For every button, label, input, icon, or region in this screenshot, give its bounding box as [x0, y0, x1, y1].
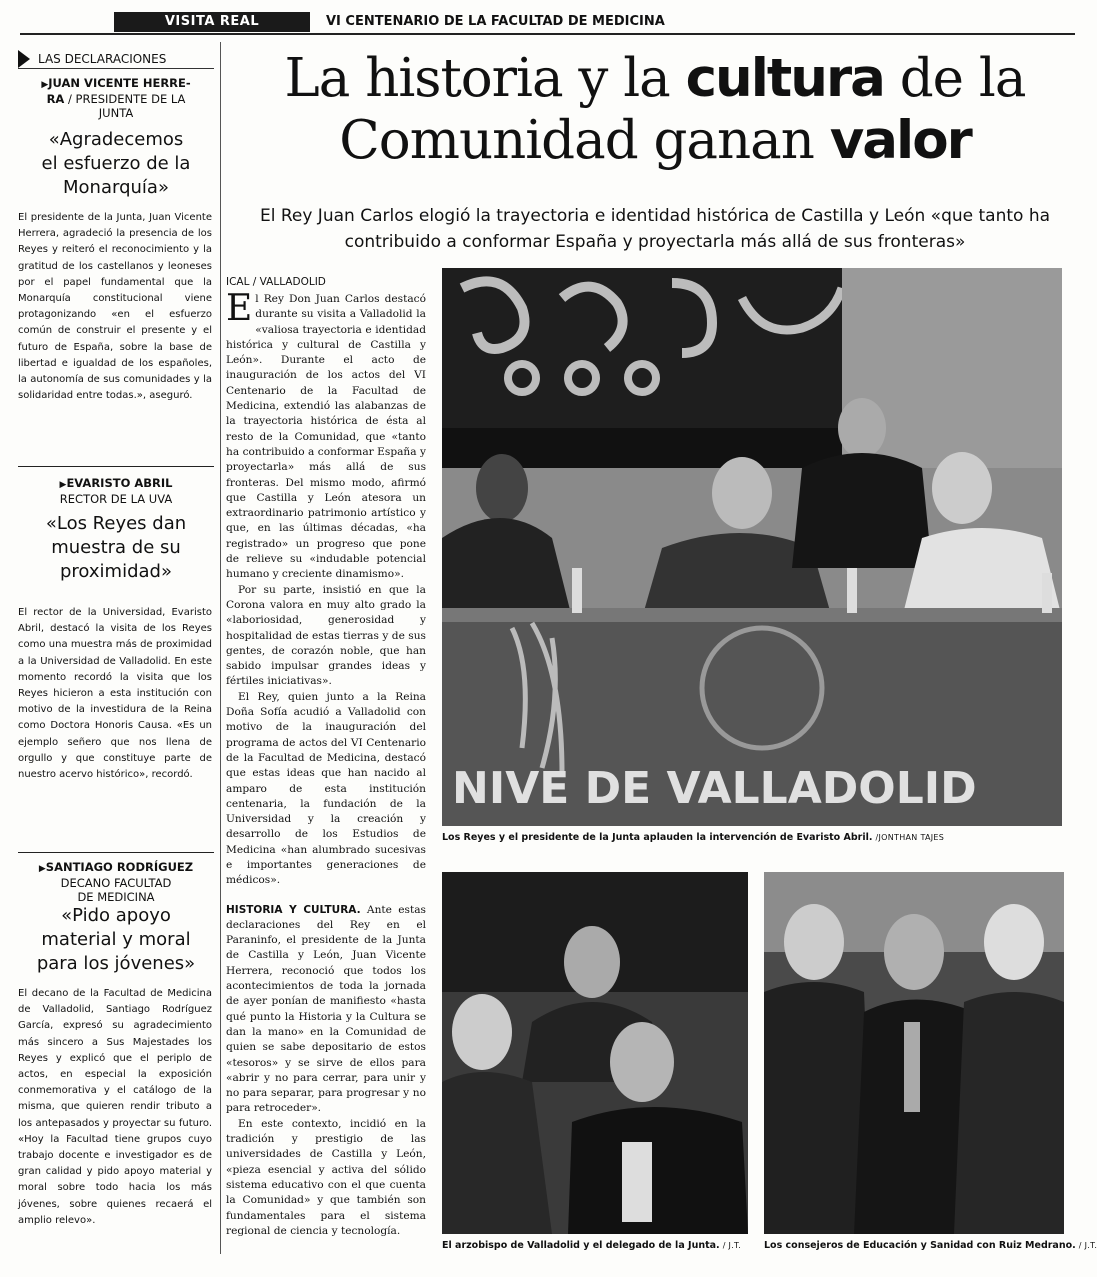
caption-text: El arzobispo de Valladolid y el delegado de la Junta.: [442, 1240, 720, 1251]
statement-rodriguez: El decano de la Facultad de Medicina de Valladolid, Santiago Rodríguez García, expresó su agradecimiento más sincero a Sus Majestades los Reyes y explicó que el periplo de actos, en especial la exposición conmemorativa y el catálogo de la misma, que quieren rendir tributo a los antepasados y proyectar su futuro. «Hoy la Facultad tiene grupos cuyo trabajo docente e investigador es de gran calidad y pido apoyo material y moral sobre todo hacia los más jóvenes, sobre quienes recaerá el amplio relevo».: [18, 988, 212, 1226]
declarations-sidebar: [18, 42, 214, 1254]
headline-bold: valor: [829, 110, 971, 171]
main-photo: [442, 268, 1062, 826]
headline-part: La historia y la: [284, 48, 686, 109]
quote-abril: [18, 512, 214, 584]
speaker-name: SANTIAGO RODRÍGUEZ: [45, 860, 194, 874]
speaker-rodriguez: [18, 860, 214, 904]
headline-part: Comunidad ganan: [339, 110, 830, 171]
article-column-1: [226, 288, 426, 1239]
section-label: VISITA REAL: [114, 12, 310, 32]
paragraph: En este contexto, incidió en la tradición y prestigio de las universidades de Castilla y León, «pieza esencial y activa del sólido sistema educativo con el que cuenta la Comunidad» y que también son fundamentales para el sistema regional de ciencia y tecnología.: [226, 1117, 426, 1237]
caption-text: Los Reyes y el presidente de la Junta aplauden la intervención de Evaristo Abril.: [442, 832, 873, 843]
speaker-name: JUAN VICENTE HERRE-: [48, 76, 191, 90]
paragraph: Por su parte, insistió en que la Corona valora en muy alto grado la «laboriosidad, generosidad y hospitalidad de estas tierras y de sus gentes, de corazón noble, que han sabido impulsar grandes ideas y fértiles iniciativas».: [226, 583, 426, 688]
speaker-name: EVARISTO ABRIL: [66, 476, 173, 490]
left-photo-caption: [442, 1240, 741, 1252]
sidebar-rule: [220, 42, 221, 1254]
caption-text: Los consejeros de Educación y Sanidad con Ruiz Medrano.: [764, 1240, 1076, 1251]
quote-line: el esfuerzo de la: [41, 153, 191, 174]
speaker-role-cont: DE MEDICINA: [77, 890, 155, 904]
quote-line: material y moral: [41, 929, 191, 950]
headline: [230, 48, 1080, 172]
statement-abril: El rector de la Universidad, Evaristo Abril, destacó la visita de los Reyes como una muestra más de proximidad a la Universidad de Valladolid. En este momento recordó la visita que los Reyes hicieron a esta institución con motivo de la investidura de la Reina como Doctora Honoris Causa. «Es un ejemplo señero que nos llena de orgullo y que constituye parte de nuestro acervo histórico», recordó.: [18, 607, 212, 781]
quote-line: proximidad»: [60, 561, 172, 582]
paragraph: El Rey, quien junto a la Reina Doña Sofía acudió a Valladolid con motivo de la inauguración del programa de actos del VI Centenario de la Facultad de Medicina, destacó que estas ideas que han nacido al amparo de esta institución centenaria, la fundación de la Universidad y la creación y desarrollo de los Estudios de Medicina «han alumbrado sucesivas e importantes generaciones de médicos».: [226, 690, 426, 887]
speaker-herrera: [18, 76, 214, 120]
arrow-marker-icon: [18, 50, 30, 68]
declarations-label: LAS DECLARACIONES: [38, 52, 167, 66]
paragraph-text: Ante estas declaraciones del Rey en el Paraninfo, el presidente de la Junta de Castilla y León, Juan Vicente Herrera, reconoció que todos los acontecimientos de toda la jornada de ayer ponían de manifiesto «hasta qué punto la Historia y la Cultura se dan la mano» en la Comunidad de quien se sabe depositario de estos «tesoros» y se sirve de ellos para «abrir y no para cerrar, para unir y no para separar, para progresar y no para retroceder».: [226, 903, 426, 1115]
subheadline: El Rey Juan Carlos elogió la trayectoria e identidad histórica de Castilla y León «que tanto ha contribuido a conformar España y proyectarla más allá de sus fronteras»: [259, 206, 1051, 252]
top-rule: [20, 33, 1075, 35]
photo-credit: / J.T.: [1078, 1241, 1097, 1250]
speaker-role-cont: JUNTA: [98, 106, 134, 120]
quote-line: «Pido apoyo: [61, 905, 171, 926]
lead-in: HISTORIA Y CULTURA.: [226, 903, 361, 916]
quote-line: «Los Reyes dan: [45, 513, 187, 534]
main-photo-caption: [442, 832, 944, 844]
quote-herrera: [18, 128, 214, 200]
speaker-role: RECTOR DE LA UVA: [59, 492, 173, 506]
quote-line: Monarquía»: [63, 177, 169, 198]
speaker-role: / PRESIDENTE DE LA: [68, 92, 186, 106]
photo-councillors-graphic: [764, 872, 1064, 1234]
university-sign: NIVE DE VALLADOLID: [452, 763, 977, 814]
right-photo-caption: [764, 1240, 1097, 1252]
quote-line: para los jóvenes»: [36, 953, 196, 974]
paragraph-text: l Rey Don Juan Carlos destacó durante su visita a Valladolid la «valiosa trayectoria e identidad histórica y cultural de Castilla y León». Durante el acto de inauguración de los actos del VI Centenario de la Facultad de Medicina, extendió las alabanzas de la trayectoria histórica de ésta al resto de la Comunidad, que «tanto ha contribuido a conformar España y proyectarla» más allá de sus fronteras. Del mismo modo, afirmó que Castilla y León atesora un extraordinario patrimonio artístico y que, en las últimas décadas, «ha registrado» un progreso que pone de relieve su «indudable potencial humano y creciente dinamismo».: [226, 293, 426, 581]
speaker-role: DECANO FACULTAD: [60, 876, 172, 890]
sidebar-divider: [18, 466, 214, 467]
photo-credit: /JONTHAN TAJES: [875, 833, 945, 842]
speaker-abril: [18, 476, 214, 506]
paragraph: [226, 288, 426, 583]
photo-credit: / J.T.: [722, 1241, 742, 1250]
paragraph: [226, 903, 426, 1117]
photo-archbishop: [442, 872, 748, 1234]
speaker-arrow-icon: ▶: [59, 480, 67, 490]
section-bar: [0, 12, 1092, 32]
speaker-arrow-icon: ▶: [41, 80, 49, 90]
statement-herrera: El presidente de la Junta, Juan Vicente Herrera, agradeció la presencia de los Reyes y reiteró el reconocimiento y la gratitud de los castellanos y leoneses por el papel fundamental que la Monarquía constitucional viene protagonizando «en el esfuerzo común de construir el presente y el futuro de España, sobre la base de libertad e igualdad de los españoles, la autonomía de sus comunidades y la solidaridad entre todas.», aseguró.: [18, 212, 212, 402]
declarations-header: [18, 50, 214, 69]
sidebar-divider: [18, 852, 214, 853]
photo-archbishop-graphic: [442, 872, 748, 1234]
quote-rodriguez: [18, 904, 214, 976]
speaker-name-cont: RA: [46, 92, 65, 106]
headline-bold: cultura: [685, 48, 884, 109]
quote-line: «Agradecemos: [48, 129, 184, 150]
quote-line: muestra de su: [51, 537, 181, 558]
drop-cap: E: [226, 288, 253, 329]
section-subtitle: VI CENTENARIO DE LA FACULTAD DE MEDICINA: [326, 14, 665, 29]
byline: ICAL / VALLADOLID: [226, 276, 326, 288]
headline-part: de la: [883, 48, 1026, 109]
photo-councillors: [764, 872, 1064, 1234]
main-photo-graphic: [442, 268, 1062, 826]
speaker-arrow-icon: ▶: [38, 864, 46, 874]
